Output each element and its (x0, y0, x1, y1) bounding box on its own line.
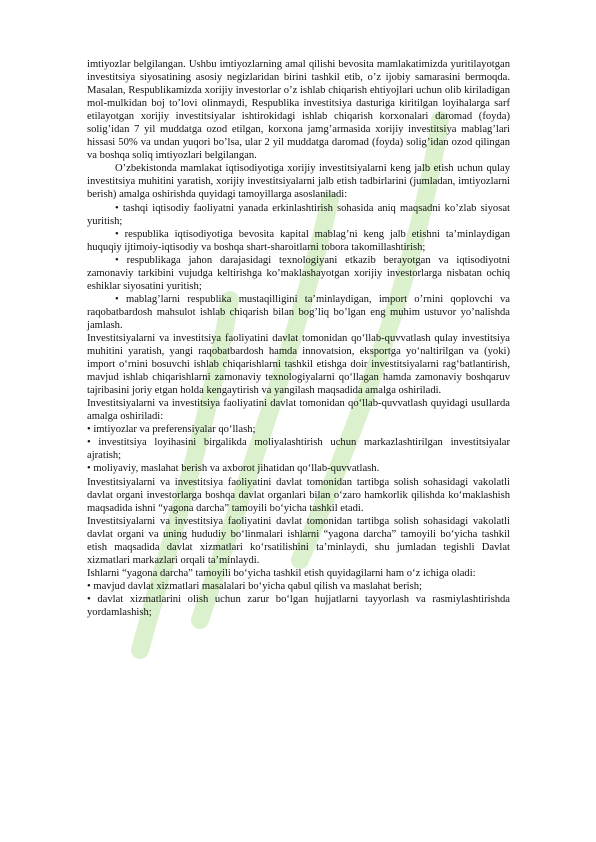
paragraph: • davlat xizmatlarini olish uchun zarur bo‘lgan hujjatlarni tayyorlash va rasmiylashtirishda yordamlashish; (87, 593, 510, 618)
paragraph: Ishlarni “yagona darcha” tamoyili bo‘yicha tashkil etish quyidagilarni ham o‘z ichiga oladi: (87, 567, 476, 579)
paragraph: Investitsiyalarni va investitsiya faoliyatini davlat tomonidan qo‘llab-quvvatlash quyidagi usullarda amalga oshiriladi: (87, 398, 510, 423)
paragraph: imtiyozlar belgilangan. Ushbu imtiyozlarning amal qilishi bevosita mamlakatimizda yuritilayotgan investitsiya siyosatining asosiy negizlaridan birini tashkil etib, o’z ijobiy samarasini bermoqda. Masalan, Respublikamizda xorijiy investorlar o’z ishlab chiqarish ehtiyojlari uchun olib kiriladigan mol-mulkidan boj to’lovi olinmaydi, Respublika investitsiya dasturiga kiritilgan loyihalarga sarf etilayotgan xorijiy investitsiyalar ishtirokidagi ishlab chiqarish korxonalari daromad (foyda) solig’idan 7 yil muddatga ozod etilgan, korxona jamg’armasida xorijiy investitsiya mablag’lari hissasi 50% va undan yuqori bo’lsa, ular 2 yil muddatga daromad (foyda) solig’idan ozod qilingan va boshqa soliq imtiyozlari belgilangan. (87, 59, 510, 162)
paragraph: Investitsiyalarni va investitsiya faoliyatini davlat tomonidan tartibga solish sohasidagi vakolatli davlat organi investorlarga boshqa davlat organlari bilan o‘zaro hamkorlik qilishda ko‘maklashish maqsadida ishni “yagona darcha” tamoyili bo‘yicha tashkil etadi. (87, 476, 510, 514)
paragraph: Investitsiyalarni va investitsiya faoliyatini davlat tomonidan qo‘llab-quvvatlash qulay investitsiya muhitini yaratish, yangi raqobatbardosh hamda innovatsion, eksportga yo‘naltirilgan va (yoki) import o‘rnini bosuvchi ishlab chiqarishlarni tashkil etishga doir investitsiyalarni rag‘batlantirish, mavjud ishlab chiqarishlarni zamonaviy texnologiyalarni qo‘llagan hamda zamonaviy boshqaruv tajribasini joriy etgan holda kengaytirish va yangilash maqsadida amalga oshiriladi. (87, 332, 510, 397)
paragraph: O’zbekistonda mamlakat iqtisodiyotiga xorijiy investitsiyalarni keng jalb etish uchun qulay investitsiya muhitini yaratish, xorijiy investitsiyalarni jalb etish tadbirlarini (jumladan, imtiyozlarni berish) amalga oshirishda quyidagi tamoyillarga asoslaniladi: (87, 163, 510, 201)
paragraph: • imtiyozlar va preferensiyalar qo‘llash; (87, 424, 256, 436)
paragraph: • moliyaviy, maslahat berish va axborot jihatidan qo‘llab-quvvatlash. (87, 463, 380, 475)
paragraph: • respublikaga jahon darajasidagi texnologiyani etkazib berayotgan va iqtisodiyotni zamonaviy tarkibini vujudga keltirishga ko’maklashayotgan xorijiy investorlarga nisbatan ochiq eshiklar siyosatini yuritish; (87, 254, 510, 292)
paragraph: • tashqi iqtisodiy faoliyatni yanada erkinlashtirish sohasida aniq maqsadni ko’zlab siyosat yuritish; (87, 202, 510, 227)
paragraph: Investitsiyalarni va investitsiya faoliyatini davlat tomonidan tartibga solish sohasidagi vakolatli davlat organi va uning hududiy bo‘linmalari ishlarni “yagona darcha” tamoyili bo‘yicha tashkil etish maqsadida davlat xizmatlari ko‘rsatilishini ta’minlaydi, shu jumladan tegishli Davlat xizmatlari markazlari orqali ta’minlaydi. (87, 515, 510, 566)
paragraph: • mavjud davlat xizmatlari masalalari bo‘yicha qabul qilish va maslahat berish; (87, 580, 422, 592)
paragraph: • respublika iqtisodiyotiga bevosita kapital mablag’ni keng jalb etishni ta’minlaydigan huquqiy ijtimoiy-iqtisodiy va boshqa shart-sharoitlarni tobora takomillashtirish; (87, 228, 510, 253)
paragraph: • mablag’larni respublika mustaqilligini ta’minlaydigan, import o’rnini qoplovchi va raqobatbardosh mahsulot ishlab chiqarish bilan bog’liq bo’lgan eng muhim ustuvor yo’nalishda jamlash. (87, 293, 510, 331)
document-page (87, 58, 510, 619)
paragraph: • investitsiya loyihasini birgalikda moliyalashtirish uchun markazlashtirilgan investitsiyalar ajratish; (87, 437, 510, 462)
